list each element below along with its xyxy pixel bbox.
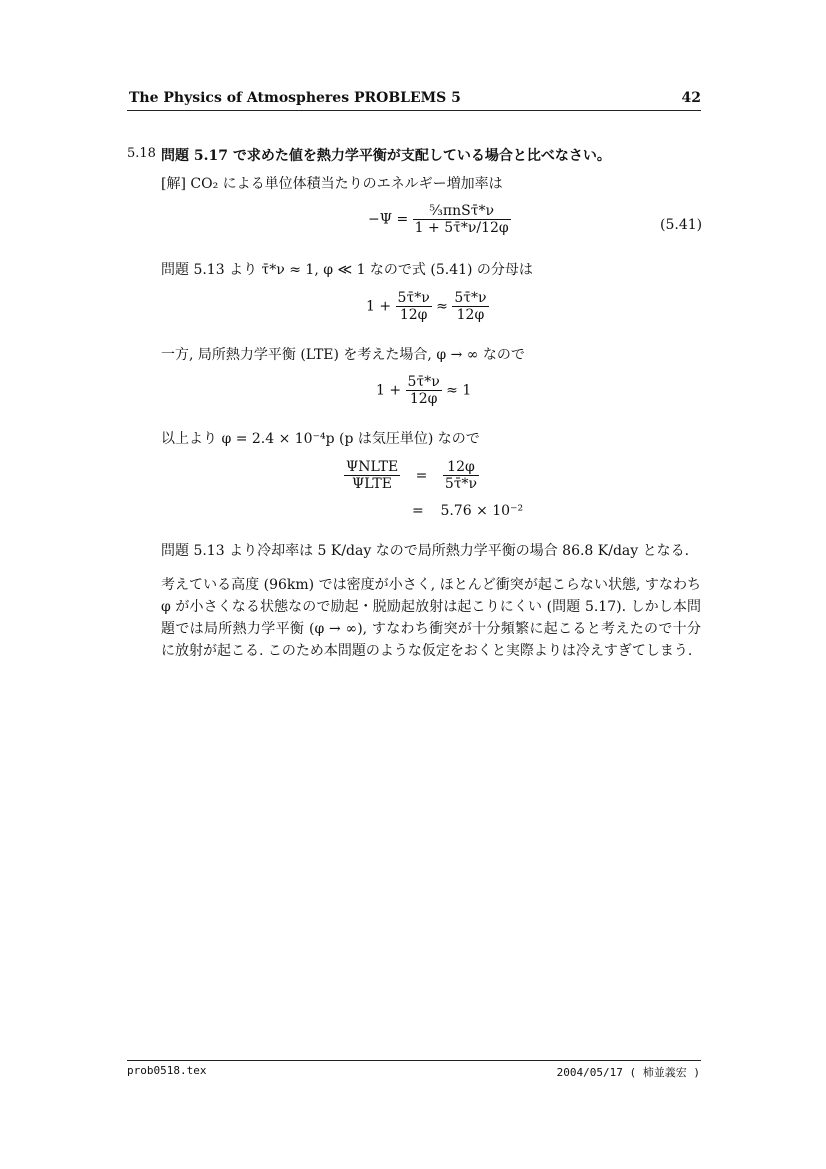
solution-line-2: 問題 5.13 より τ̄*ν ≈ 1, φ ≪ 1 なので式 (5.41) の分母は	[161, 262, 533, 278]
eq1-numerator: ⁵⁄₃πnSτ̄*ν	[413, 203, 511, 220]
solution-line-4: 以上より φ = 2.4 × 10⁻⁴p (p は気圧単位) なので	[161, 431, 480, 447]
footer-date-author: 2004/05/17 ( 柿並義宏 )	[556, 1066, 700, 1079]
equation-lte	[376, 374, 471, 407]
eq1-denominator: 1 + 5τ̄*ν/12φ	[414, 220, 509, 236]
eq4-equals-1: =	[415, 467, 428, 484]
eq2-denominator-1: 12φ	[399, 307, 428, 323]
eq4-equals-2: =	[412, 503, 424, 519]
solution-intro: [解] CO₂ による単位体積当たりのエネルギー増加率は	[161, 176, 503, 192]
eq2-denominator-2: 12φ	[456, 307, 485, 323]
equation-label: (5.41)	[660, 217, 703, 233]
eq4-rhs-denominator: 5τ̄*ν	[444, 476, 478, 492]
page-number: 42	[681, 90, 701, 106]
solution-line-5: 問題 5.13 より冷却率は 5 K/day なので局所熱力学平衡の場合 86.8 K/day となる.	[161, 543, 690, 559]
problem-title: 問題 5.17 で求めた値を熱力学平衡が支配している場合と比べなさい。	[161, 148, 611, 164]
eq4-lhs-fraction	[344, 459, 400, 492]
eq2-left: 1 +	[366, 298, 392, 315]
equation-denominator-approx	[366, 290, 489, 323]
eq4-lhs-numerator: ΨNLTE	[346, 459, 399, 475]
solution-line-3: 一方, 局所熱力学平衡 (LTE) を考えた場合, φ → ∞ なので	[161, 347, 525, 363]
eq1-lhs: −Ψ =	[368, 211, 409, 228]
discussion-paragraph: 考えている高度 (96km) では密度が小さく, ほとんど衝突が起こらない状態, すなわち φ が小さくなる状態なので励起・脱励起放射は起こりにくい (問題 5.17). しかし本問題では局所熱力学平衡 (φ → ∞), すなわち衝突が十分頻繁に起こると考えたので十分に放射が起こる. このため本問題のような仮定をおくと実際よりは冷えすぎてしまう.	[161, 577, 701, 659]
eq3-numerator: 5τ̄*ν	[407, 374, 440, 390]
eq2-numerator-2: 5τ̄*ν	[454, 290, 487, 306]
equation-5-41	[368, 203, 511, 236]
equation-ratio-result	[412, 503, 523, 519]
eq4-lhs-denominator: ΨLTE	[352, 476, 392, 492]
header-rule	[127, 110, 701, 111]
eq2-fraction-2	[452, 290, 488, 323]
equation-ratio	[344, 459, 479, 492]
eq4-rhs-numerator: 12φ	[443, 459, 479, 476]
problem-number: 5.18	[127, 146, 156, 161]
eq4-rhs-fraction	[443, 459, 479, 492]
eq2-approx: ≈	[436, 298, 448, 315]
eq3-fraction	[406, 374, 442, 407]
footer-rule	[127, 1060, 701, 1061]
eq1-fraction	[413, 203, 511, 236]
eq3-right: ≈ 1	[446, 382, 472, 399]
footer-filename: prob0518.tex	[127, 1064, 207, 1077]
eq4-result: 5.76 × 10⁻²	[440, 503, 524, 519]
header-title: The Physics of Atmospheres PROBLEMS 5	[129, 90, 461, 106]
eq3-denominator: 12φ	[409, 391, 438, 407]
eq3-left: 1 +	[376, 382, 402, 399]
eq2-fraction-1	[396, 290, 432, 323]
eq2-numerator-1: 5τ̄*ν	[397, 290, 430, 306]
